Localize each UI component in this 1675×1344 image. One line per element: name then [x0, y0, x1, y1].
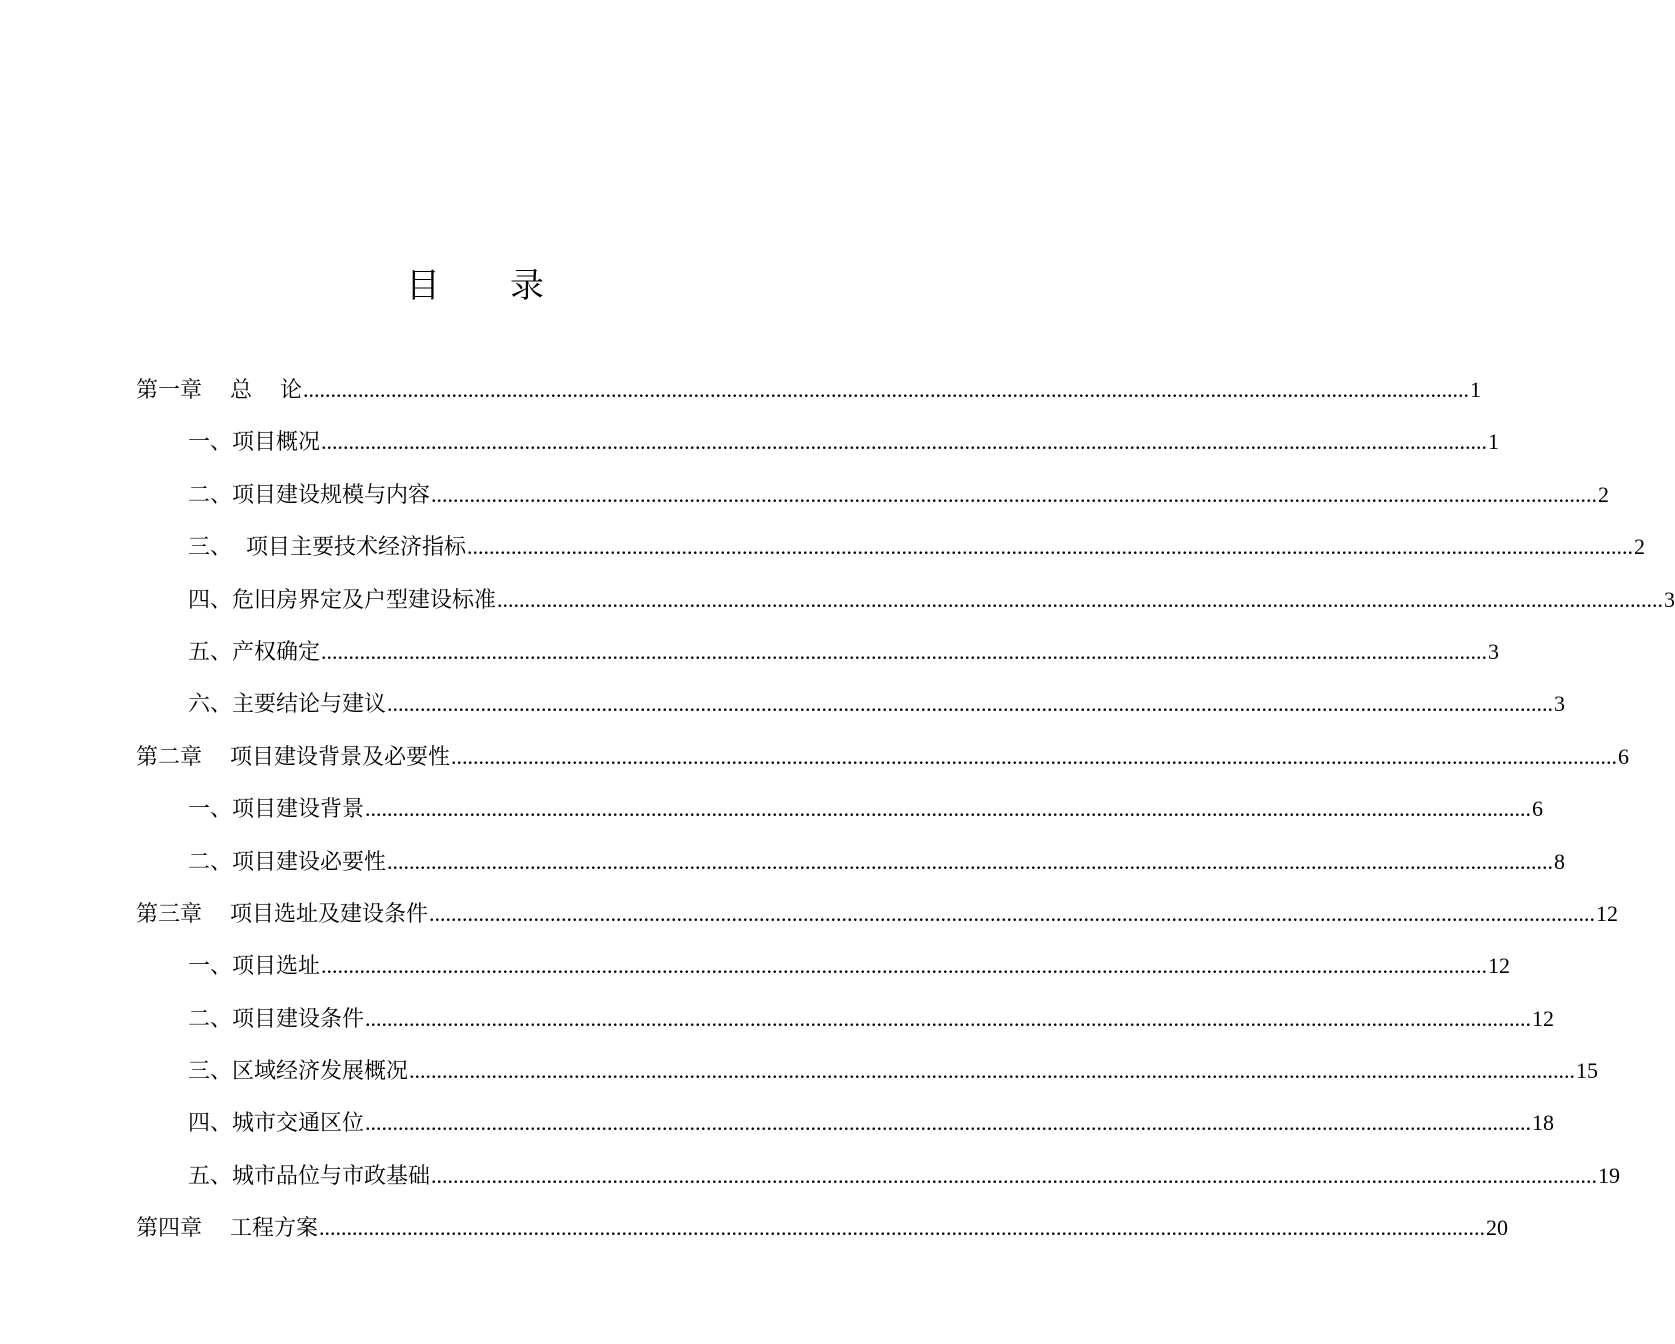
toc-entry-label: 一、项目建设背景	[188, 797, 365, 823]
toc-page-number: 3	[1488, 638, 1500, 664]
toc-list	[136, 364, 1675, 1255]
toc-page-number: 6	[1532, 796, 1544, 822]
toc-entry-label: 六、主要结论与建议	[188, 692, 387, 718]
toc-section-entry[interactable]	[136, 521, 1645, 573]
toc-entry-label: 第三章 项目选址及建设条件	[136, 901, 428, 927]
toc-title	[0, 262, 950, 310]
toc-dot-leader: ....................................................................................................................................................................................................................	[318, 1215, 1485, 1241]
toc-page-number: 19	[1598, 1162, 1621, 1188]
toc-dot-leader: ....................................................................................................................................................................................................................	[387, 691, 1554, 717]
toc-page-number: 6	[1617, 743, 1629, 769]
toc-page-number: 15	[1576, 1058, 1599, 1084]
toc-entry-label: 五、城市品位与市政基础	[188, 1163, 431, 1189]
toc-chapter-entry[interactable]	[136, 364, 1481, 416]
toc-title-char-2: 录	[510, 266, 544, 306]
toc-dot-leader: ....................................................................................................................................................................................................................	[431, 1162, 1598, 1188]
toc-section-entry[interactable]	[136, 626, 1500, 678]
toc-dot-leader: ....................................................................................................................................................................................................................	[321, 953, 1488, 979]
toc-chapter-entry[interactable]	[136, 731, 1629, 783]
toc-section-entry[interactable]	[136, 469, 1610, 521]
toc-section-entry[interactable]	[136, 993, 1555, 1045]
toc-entry-label: 一、项目选址	[188, 954, 321, 980]
toc-entry-label: 四、危旧房界定及户型建设标准	[188, 587, 497, 613]
toc-chapter-entry[interactable]	[136, 1202, 1508, 1254]
toc-section-entry[interactable]	[136, 1045, 1599, 1097]
toc-dot-leader: ....................................................................................................................................................................................................................	[497, 586, 1664, 612]
toc-page-number: 12	[1595, 900, 1618, 926]
toc-dot-leader: ....................................................................................................................................................................................................................	[409, 1058, 1576, 1084]
toc-entry-label: 二、项目建设规模与内容	[188, 482, 431, 508]
toc-entry-label: 一、项目概况	[188, 430, 321, 456]
toc-dot-leader: ....................................................................................................................................................................................................................	[387, 848, 1554, 874]
toc-section-entry[interactable]	[136, 1150, 1621, 1202]
toc-page-number: 20	[1485, 1215, 1508, 1241]
toc-dot-leader: ....................................................................................................................................................................................................................	[302, 377, 1469, 402]
toc-section-entry[interactable]	[136, 1097, 1555, 1149]
toc-section-entry[interactable]	[136, 783, 1544, 835]
toc-section-entry[interactable]	[136, 678, 1566, 730]
toc-page-number: 8	[1554, 848, 1566, 874]
toc-page-number: 1	[1469, 377, 1481, 402]
toc-entry-label: 第二章 项目建设背景及必要性	[136, 744, 450, 770]
toc-section-entry[interactable]	[136, 836, 1566, 888]
toc-chapter-entry[interactable]	[136, 888, 1618, 940]
toc-entry-label: 五、产权确定	[188, 639, 321, 665]
toc-page-number: 2	[1634, 534, 1645, 560]
toc-section-entry[interactable]	[136, 574, 1675, 626]
toc-dot-leader: ....................................................................................................................................................................................................................	[321, 638, 1488, 664]
toc-dot-leader: ....................................................................................................................................................................................................................	[428, 900, 1595, 926]
toc-dot-leader: ....................................................................................................................................................................................................................	[431, 481, 1598, 507]
toc-entry-label: 第一章 总 论	[136, 378, 302, 403]
toc-page-number: 3	[1554, 691, 1566, 717]
toc-dot-leader: ....................................................................................................................................................................................................................	[365, 796, 1532, 822]
toc-section-entry[interactable]	[136, 940, 1511, 992]
toc-dot-leader: ....................................................................................................................................................................................................................	[321, 429, 1488, 455]
toc-entry-label: 四、城市交通区位	[188, 1111, 365, 1137]
toc-section-entry[interactable]	[136, 416, 1500, 468]
toc-entry-label: 二、项目建设必要性	[188, 849, 387, 875]
toc-dot-leader: ....................................................................................................................................................................................................................	[365, 1005, 1532, 1031]
toc-page-number: 3	[1664, 586, 1675, 612]
toc-page-number: 1	[1488, 429, 1500, 455]
toc-page-number: 2	[1598, 481, 1610, 507]
toc-title-char-1: 目	[406, 266, 440, 306]
toc-dot-leader: ....................................................................................................................................................................................................................	[450, 743, 1617, 769]
toc-entry-label: 二、项目建设条件	[188, 1006, 365, 1032]
toc-entry-label: 三、 项目主要技术经济指标	[188, 535, 466, 561]
toc-page-number: 12	[1488, 953, 1511, 979]
toc-dot-leader: ....................................................................................................................................................................................................................	[467, 534, 1633, 560]
toc-entry-label: 三、区域经济发展概况	[188, 1059, 409, 1085]
toc-page-number: 18	[1532, 1110, 1555, 1136]
toc-page-number: 12	[1532, 1005, 1555, 1031]
toc-entry-label: 第四章 工程方案	[136, 1216, 318, 1242]
toc-dot-leader: ....................................................................................................................................................................................................................	[365, 1110, 1532, 1136]
